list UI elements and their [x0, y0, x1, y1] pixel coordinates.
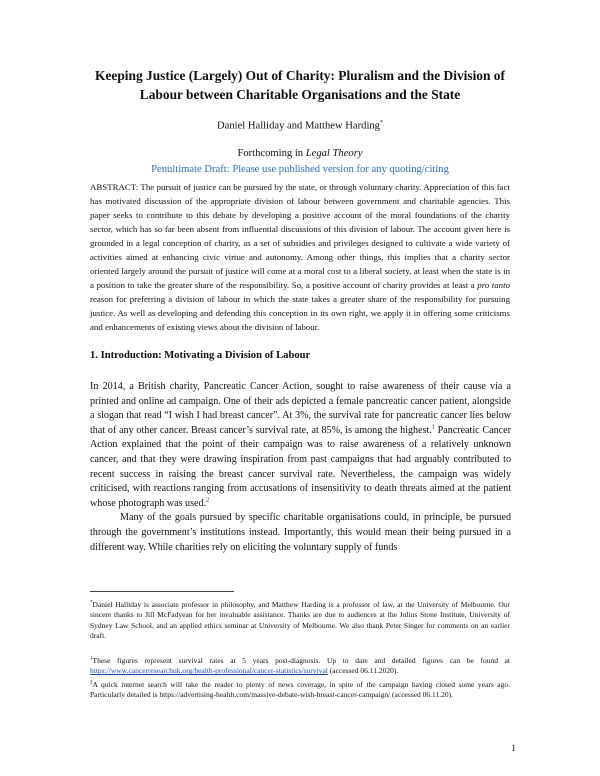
footnote-1-link[interactable]: https://www.cancerresearchuk.org/health-professional/cancer-statistics/survival: [90, 666, 328, 676]
footnote-2-text: A quick internet search will take the reader to plenty of news coverage, in spite of the campaign having closed some years ago. Particularly detailed is https://advertising-health.com/massive-debate-wish-breast-cancer-campaign/ (accessed 06.11.20).: [90, 680, 510, 700]
forthcoming-label: Forthcoming in: [237, 148, 306, 159]
abstract-text-2: reason for preferring a division of labour in which the state takes a greater share of the responsibility for pursuing justice. As well as developing and defending this conception in its own right, we apply it in offering some criticisms and enhancements of existing views about the division of labour.: [90, 293, 510, 332]
abstract-label: ABSTRACT:: [90, 182, 139, 192]
journal-name: Legal Theory: [305, 148, 363, 159]
publication-note: [80, 146, 520, 178]
footnote-1: [90, 656, 510, 677]
author-line: [80, 120, 520, 132]
footnote-divider: [90, 591, 234, 592]
abstract: [90, 181, 510, 334]
author-footnote-mark: *: [379, 120, 383, 126]
paragraph-1-text-1: In 2014, a British charity, Pancreatic Cancer Action, sought to raise awareness of their cause via a printed and online ad campaign. One of their ads depicted a female pancreatic cancer patient, alongside a slogan that read “I wish I had breast cancer”. At 3%, the survival rate for pancreatic cancer lies below that of any other cancer. Breast cancer’s survival rate, at 85%, is among the highest.: [90, 381, 511, 436]
abstract-text-1: The pursuit of justice can be pursued by the state, or through voluntary charity. Appreciation of this fact has motivated discussion of the appropriate division of labour between government and charitable agencies. This paper seeks to contribute to this debate by developing a positive account of the moral foundations of the charity sector, which has so far been absent from influential discussions of this division of labour. The account given here is grounded in a legal conception of charity, as a set of subsidies and privileges designed to cultivate a wide variety of activities aimed at enhancing civic virtue and autonomy. Among other things, this implies that a charity sector oriented largely around the pursuit of justice will come at a moral cost to a liberal society, at least when the state is in a position to take the greater share of the responsibility. So, a positive account of charity provides at least a: [90, 182, 510, 290]
body-text: [90, 380, 511, 555]
footnote-author: [90, 600, 510, 641]
footnote-ref-2[interactable]: 2: [206, 497, 210, 504]
paper-title: Keeping Justice (Largely) Out of Charity: Pluralism and the Division of Labour between Charitable Organisations and the State: [95, 68, 505, 102]
paragraph-1: [90, 380, 511, 511]
footnote-1-mark: 1: [90, 656, 93, 662]
page-number: 1: [511, 744, 516, 754]
footnote-1-accessed: (accessed 06.11.2020).: [327, 666, 399, 676]
paragraph-2: Many of the goals pursued by specific charitable organisations could, in principle, be pursued through the government’s institutions instead. Importantly, this would mean their being pursued in a different way. While charities rely on eliciting the voluntary supply of funds: [90, 512, 511, 553]
footnote-1-text: These figures represent survival rates at 5 years post-diagnosis. Up to date and detailed figures can be found at: [92, 656, 510, 665]
abstract-italic: pro tanto: [477, 279, 510, 290]
draft-note: Penultimate Draft: Please use published version for any quoting/citing: [151, 164, 449, 175]
section-heading: 1. Introduction: Motivating a Division of Labour: [90, 350, 311, 361]
footnote-2-mark: 2: [90, 680, 93, 686]
footnote-author-mark: *: [90, 600, 93, 606]
footnote-author-text: Daniel Halliday is associate professor in philosophy, and Matthew Harding is a professor of law, at the University of Melbourne. Our sincere thanks to Jill McFadyean for her invaluable assistance. Thanks are due to audiences at the Julius Stone Institute, University of Sydney Law School, and an applied ethics seminar at University of Melbourne. We also thank Peter Singer for comments on an earlier draft.: [90, 600, 510, 640]
paragraph-1-text-2: Pancreatic Cancer Action explained that the point of their campaign was to raise awareness of a relatively unknown cancer, and that they were drawing inspiration from past campaigns that had arguably contributed to recent success in raising the breast cancer survival rate. Nevertheless, the campaign was widely criticised, with reactions ranging from accusations of insensitivity to death threats aimed at the patient whose photograph was used.: [90, 424, 511, 509]
footnote-2: [90, 680, 510, 701]
authors: Daniel Halliday and Matthew Harding: [217, 120, 380, 132]
footnote-ref-1[interactable]: 1: [431, 424, 435, 431]
